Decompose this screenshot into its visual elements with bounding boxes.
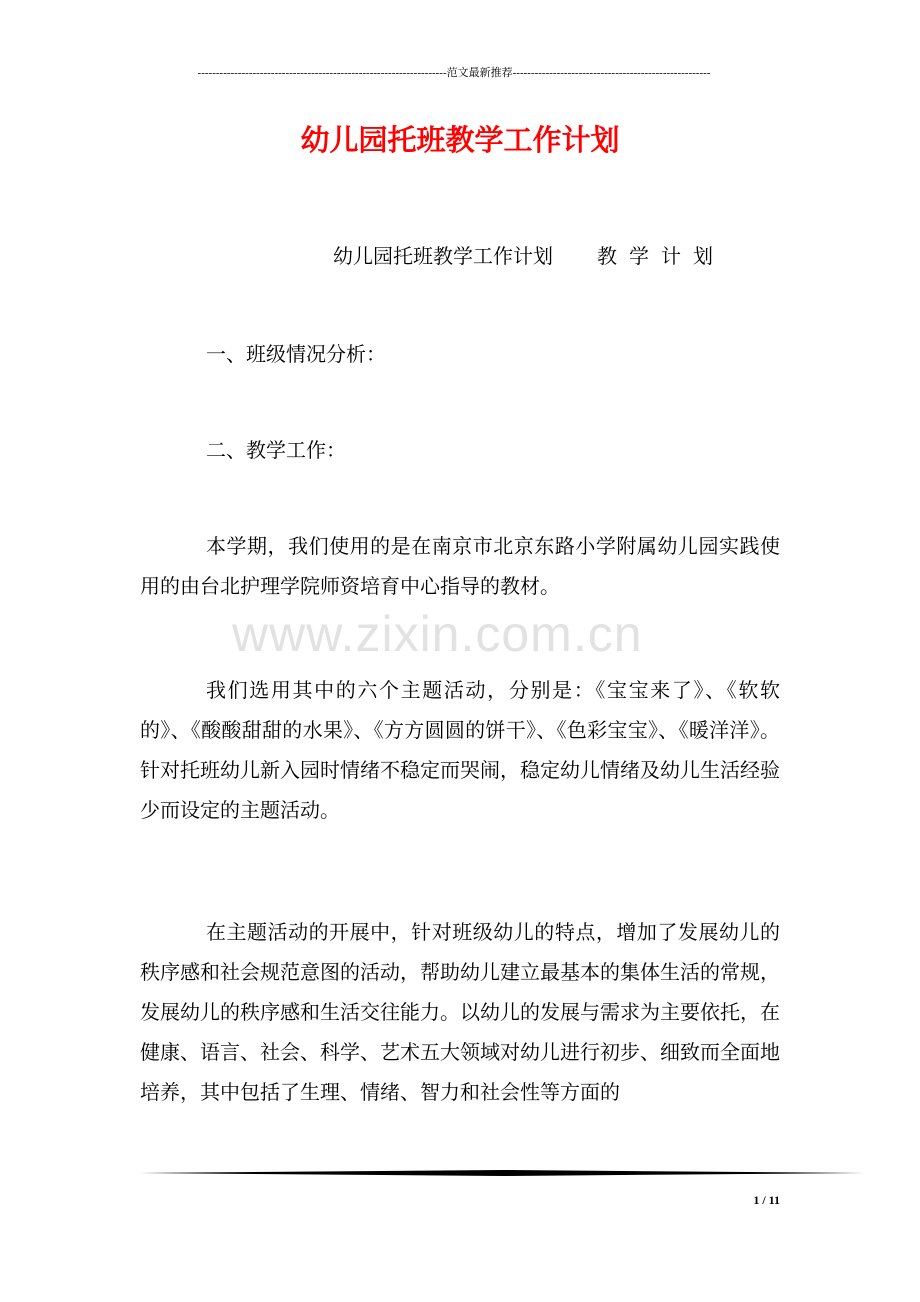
watermark: www.zixin.com.cn xyxy=(232,606,643,662)
section-heading-2: 二、教学工作： xyxy=(206,438,346,462)
paragraph-1: 本学期，我们使用的是在南京市北京东路小学附属幼儿园实践使用的由台北护理学院师资培育中心指导的教材。 xyxy=(140,534,780,598)
page-header: --------------------------------------------------------------------范文最新推荐------------------------------------------------------ xyxy=(197,67,711,79)
paragraph-3: 在主题活动的开展中，针对班级幼儿的特点，增加了发展幼儿的秩序感和社会规范意图的活动，帮助幼儿建立最基本的集体生活的常规，发展幼儿的秩序感和生活交往能力。以幼儿的发展与需求为主要依托，在健康、语言、社会、科学、艺术五大领域对幼儿进行初步、细致而全面地培养，其中包括了生理、情绪、智力和社会性等方面的 xyxy=(140,920,780,1104)
document-subtitle xyxy=(333,240,725,272)
subtitle-left: 幼儿园托班教学工作计划 xyxy=(333,244,553,268)
paragraph-2: 我们选用其中的六个主题活动，分别是：《宝宝来了》、《软软的》、《酸酸甜甜的水果》、《方方圆圆的饼干》、《色彩宝宝》、《暖洋洋》。针对托班幼儿新入园时情绪不稳定而哭闹，稳定幼儿情绪及幼儿生活经验少而设定的主题活动。 xyxy=(140,678,780,822)
subtitle-right: 教学计划 xyxy=(597,244,725,268)
page-number: 1 / 11 xyxy=(753,1193,780,1207)
footer-rule xyxy=(140,1169,864,1177)
document-title: 幼儿园托班教学工作计划 xyxy=(300,123,620,157)
section-heading-1: 一、班级情况分析： xyxy=(206,342,386,366)
